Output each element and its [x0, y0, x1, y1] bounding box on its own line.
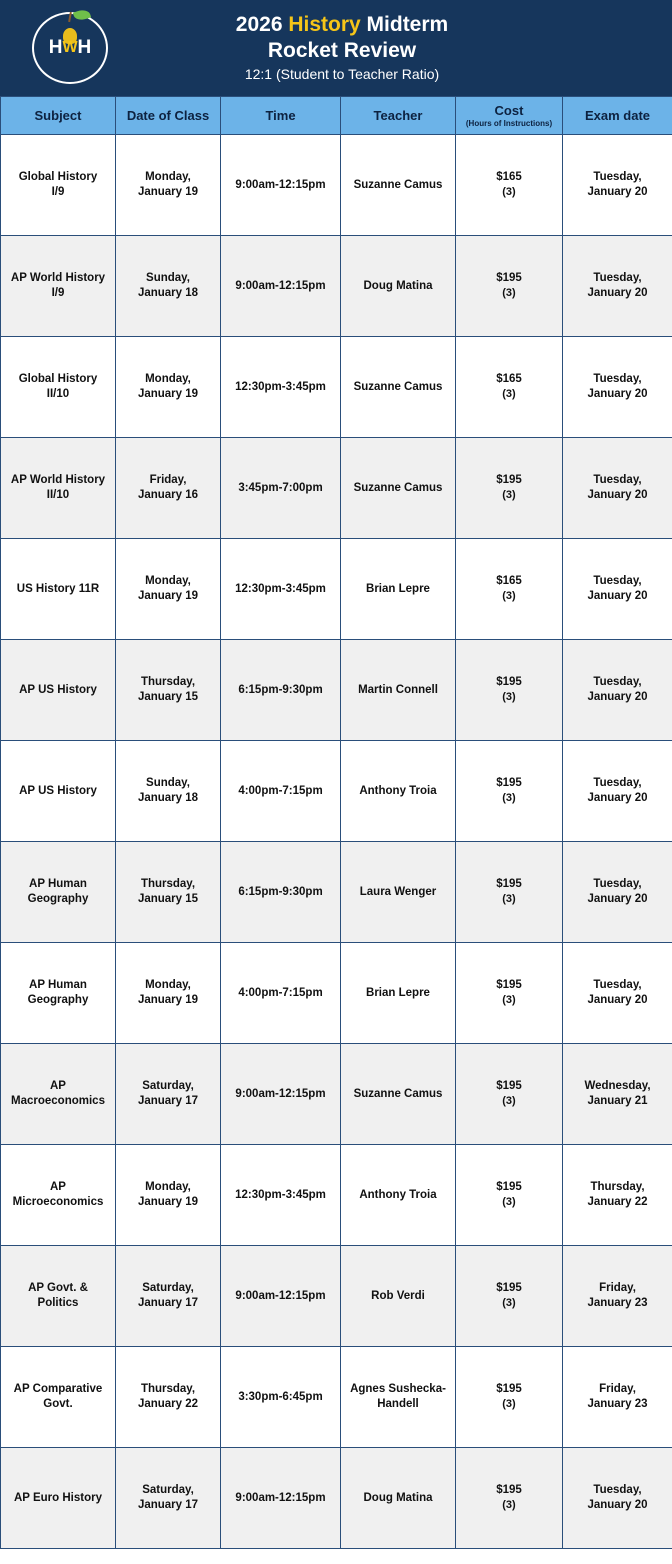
cell-subject: [1, 135, 116, 236]
cell-date-of-class-line1: Monday,: [145, 171, 191, 183]
cell-time-line1: 9:00am-12:15pm: [235, 1491, 326, 1504]
cell-exam-date-line2: January 21: [587, 1095, 648, 1107]
cell-date-of-class-line2: January 15: [137, 691, 199, 703]
column-header-exam-date: [563, 97, 672, 135]
cell-teacher-line1: Suzanne Camus: [353, 380, 443, 393]
table-row: [1, 337, 672, 438]
cell-teacher-line1: Brian Lepre: [366, 986, 430, 999]
cell-time-line1: 3:30pm-6:45pm: [238, 1390, 323, 1403]
cell-time: [221, 438, 341, 539]
cell-exam-date-line1: Tuesday,: [593, 979, 642, 991]
cell-cost: [456, 337, 563, 438]
cell-subject: [1, 1448, 116, 1549]
cell-date-of-class-line1: Thursday,: [140, 1383, 196, 1395]
cell-teacher: [341, 842, 456, 943]
cell-time: [221, 539, 341, 640]
cell-time-line1: 3:45pm-7:00pm: [238, 481, 323, 494]
cell-cost-line1: $195: [496, 272, 522, 284]
cell-teacher-line1: Suzanne Camus: [353, 1087, 443, 1100]
cell-time-line1: 12:30pm-3:45pm: [235, 582, 326, 595]
cell-date-of-class: [116, 943, 221, 1044]
column-label: Teacher: [373, 108, 423, 123]
cell-subject: [1, 640, 116, 741]
cell-subject-line2: II/10: [46, 388, 70, 400]
cell-cost-line2: (3): [502, 1095, 516, 1107]
cell-teacher-line1: Martin Connell: [358, 683, 438, 696]
cell-teacher: [341, 1347, 456, 1448]
table-row: [1, 135, 672, 236]
cell-date-of-class: [116, 640, 221, 741]
cell-exam-date: [563, 1145, 672, 1246]
cell-teacher: [341, 741, 456, 842]
cell-time-line1: 9:00am-12:15pm: [235, 178, 326, 191]
cell-date-of-class-line2: January 22: [137, 1398, 199, 1410]
cell-exam-date-line1: Tuesday,: [593, 171, 642, 183]
cell-subject-line2: Microeconomics: [12, 1196, 104, 1208]
cell-cost-line2: (3): [502, 893, 516, 905]
cell-date-of-class-line1: Saturday,: [142, 1080, 194, 1092]
cell-subject-line1: AP: [50, 1080, 66, 1092]
cell-exam-date: [563, 135, 672, 236]
table-row: [1, 640, 672, 741]
cell-date-of-class-line2: January 18: [137, 287, 199, 299]
column-label: Date of Class: [126, 108, 210, 123]
cell-time: [221, 842, 341, 943]
cell-exam-date: [563, 640, 672, 741]
cell-exam-date-line1: Wednesday,: [584, 1080, 651, 1092]
cell-teacher-line1: Brian Lepre: [366, 582, 430, 595]
cell-subject-line1: AP Euro History: [14, 1491, 102, 1504]
cell-time: [221, 236, 341, 337]
cell-date-of-class: [116, 337, 221, 438]
cell-date-of-class: [116, 135, 221, 236]
cell-cost-line2: (3): [502, 1499, 516, 1511]
cell-time: [221, 1145, 341, 1246]
cell-subject-line2: Govt.: [43, 1398, 73, 1410]
cell-date-of-class-line2: January 17: [137, 1297, 199, 1309]
cell-teacher: [341, 337, 456, 438]
cell-exam-date-line2: January 20: [587, 792, 648, 804]
cell-exam-date-line2: January 20: [587, 186, 648, 198]
column-header-time: [221, 97, 341, 135]
cell-subject: [1, 438, 116, 539]
column-header-subject: [1, 97, 116, 135]
cell-subject-line1: AP Govt. &: [28, 1282, 88, 1294]
column-sublabel: (Hours of Instructions): [465, 119, 553, 128]
cell-time-line1: 6:15pm-9:30pm: [238, 885, 323, 898]
cell-subject-line2: Politics: [37, 1297, 79, 1309]
cell-subject-line1: AP World History: [10, 272, 106, 284]
cell-exam-date-line2: January 20: [587, 388, 648, 400]
cell-teacher-line1: Doug Matina: [363, 1491, 433, 1504]
table-row: [1, 943, 672, 1044]
title-line-1: [108, 12, 576, 38]
cell-teacher-line1: Suzanne Camus: [353, 178, 443, 191]
cell-cost-line1: $195: [496, 979, 522, 991]
title-subject: History: [288, 13, 361, 36]
cell-exam-date-line1: Tuesday,: [593, 575, 642, 587]
cell-date-of-class-line1: Monday,: [145, 1181, 191, 1193]
cell-date-of-class-line2: January 19: [137, 388, 199, 400]
cell-cost-line2: (3): [502, 186, 516, 198]
cell-time: [221, 1246, 341, 1347]
cell-cost-line2: (3): [502, 792, 516, 804]
cell-date-of-class-line2: January 19: [137, 1196, 199, 1208]
cell-cost-line2: (3): [502, 1196, 516, 1208]
cell-time-line1: 4:00pm-7:15pm: [238, 986, 323, 999]
cell-time-line1: 12:30pm-3:45pm: [235, 1188, 326, 1201]
cell-subject-line1: Global History: [18, 373, 98, 385]
table-row: [1, 438, 672, 539]
cell-date-of-class-line1: Thursday,: [140, 676, 196, 688]
cell-exam-date-line2: January 20: [587, 287, 648, 299]
cell-time: [221, 337, 341, 438]
cell-cost: [456, 135, 563, 236]
cell-date-of-class-line2: January 19: [137, 590, 199, 602]
cell-subject-line1: AP: [50, 1181, 66, 1193]
cell-cost-line1: $195: [496, 1080, 522, 1092]
cell-cost-line2: (3): [502, 287, 516, 299]
cell-teacher-line2: Handell: [377, 1398, 419, 1410]
cell-date-of-class-line2: January 16: [137, 489, 199, 501]
cell-subject: [1, 842, 116, 943]
cell-teacher-line1: Doug Matina: [363, 279, 433, 292]
logo-letter-right: H: [77, 37, 92, 58]
table-row: [1, 539, 672, 640]
cell-cost-line1: $195: [496, 777, 522, 789]
logo-letter-left: H: [48, 37, 63, 58]
cell-date-of-class-line1: Monday,: [145, 979, 191, 991]
cell-subject-line2: Geography: [27, 893, 89, 905]
cell-date-of-class-line2: January 17: [137, 1095, 199, 1107]
cell-subject: [1, 1347, 116, 1448]
column-label: Cost: [494, 103, 524, 118]
cell-subject: [1, 539, 116, 640]
cell-time: [221, 135, 341, 236]
logo-text: [32, 10, 108, 86]
cell-date-of-class: [116, 539, 221, 640]
cell-subject: [1, 1246, 116, 1347]
cell-cost-line2: (3): [502, 1297, 516, 1309]
cell-teacher: [341, 640, 456, 741]
cell-date-of-class-line1: Sunday,: [146, 272, 190, 284]
cell-cost: [456, 1145, 563, 1246]
cell-subject-line1: Global History: [18, 171, 98, 183]
cell-subject-line2: Geography: [27, 994, 89, 1006]
cell-cost-line1: $195: [496, 676, 522, 688]
cell-subject: [1, 943, 116, 1044]
cell-cost: [456, 1246, 563, 1347]
cell-exam-date-line1: Tuesday,: [593, 272, 642, 284]
cell-teacher-line1: Rob Verdi: [371, 1289, 425, 1302]
cell-subject-line1: AP Human: [29, 979, 87, 991]
cell-date-of-class: [116, 1448, 221, 1549]
cell-date-of-class-line1: Saturday,: [142, 1282, 194, 1294]
cell-subject-line2: Macroeconomics: [11, 1095, 105, 1107]
cell-time: [221, 1448, 341, 1549]
cell-time-line1: 9:00am-12:15pm: [235, 1087, 326, 1100]
cell-date-of-class-line1: Friday,: [149, 474, 187, 486]
cell-exam-date: [563, 236, 672, 337]
cell-subject-line1: US History 11R: [16, 582, 100, 595]
hwh-apple-logo-icon: [32, 10, 108, 86]
cell-exam-date-line2: January 23: [587, 1398, 648, 1410]
cell-time-line1: 12:30pm-3:45pm: [235, 380, 326, 393]
cell-cost-line1: $195: [496, 1383, 522, 1395]
page-title: [108, 12, 662, 84]
cell-cost: [456, 539, 563, 640]
cell-teacher: [341, 1044, 456, 1145]
cell-teacher-line1: Suzanne Camus: [353, 481, 443, 494]
cell-cost-line1: $195: [496, 1181, 522, 1193]
cell-teacher: [341, 943, 456, 1044]
cell-subject-line2: I/9: [51, 186, 65, 198]
cell-time: [221, 943, 341, 1044]
title-line-3: 12:1 (Student to Teacher Ratio): [244, 66, 440, 82]
cell-time-line1: 6:15pm-9:30pm: [238, 683, 323, 696]
table-row: [1, 1448, 672, 1549]
column-header-date-of-class: [116, 97, 221, 135]
cell-exam-date-line2: January 20: [587, 994, 648, 1006]
cell-exam-date-line2: January 20: [587, 590, 648, 602]
cell-date-of-class: [116, 842, 221, 943]
cell-exam-date: [563, 943, 672, 1044]
cell-teacher-line1: Agnes Sushecka-: [350, 1383, 446, 1395]
cell-time-line1: 4:00pm-7:15pm: [238, 784, 323, 797]
cell-date-of-class: [116, 741, 221, 842]
cell-exam-date-line1: Tuesday,: [593, 373, 642, 385]
table-row: [1, 236, 672, 337]
column-header-teacher: [341, 97, 456, 135]
cell-cost-line2: (3): [502, 489, 516, 501]
cell-exam-date: [563, 1246, 672, 1347]
schedule-table: [0, 96, 672, 1549]
cell-subject-line1: AP World History: [10, 474, 106, 486]
cell-exam-date-line1: Tuesday,: [593, 474, 642, 486]
cell-cost-line2: (3): [502, 1398, 516, 1410]
title-midterm: Midterm: [360, 13, 449, 36]
cell-subject: [1, 236, 116, 337]
cell-date-of-class: [116, 1145, 221, 1246]
cell-exam-date-line1: Tuesday,: [593, 878, 642, 890]
cell-exam-date: [563, 1044, 672, 1145]
logo-letter-mid: W: [62, 39, 78, 56]
cell-exam-date-line2: January 20: [587, 893, 648, 905]
cell-date-of-class-line2: January 18: [137, 792, 199, 804]
cell-exam-date-line2: January 23: [587, 1297, 648, 1309]
cell-cost-line1: $195: [496, 474, 522, 486]
cell-teacher: [341, 135, 456, 236]
cell-teacher: [341, 438, 456, 539]
table-row: [1, 741, 672, 842]
cell-teacher: [341, 1145, 456, 1246]
cell-subject: [1, 741, 116, 842]
cell-date-of-class-line2: January 19: [137, 186, 199, 198]
cell-cost: [456, 438, 563, 539]
table-row: [1, 842, 672, 943]
table-row: [1, 1347, 672, 1448]
cell-subject-line2: I/9: [51, 287, 65, 299]
cell-cost-line2: (3): [502, 388, 516, 400]
cell-date-of-class-line1: Monday,: [145, 575, 191, 587]
cell-subject-line1: AP Human: [29, 878, 87, 890]
column-header-cost: [456, 97, 563, 135]
cell-cost: [456, 741, 563, 842]
title-year: 2026: [235, 13, 289, 36]
cell-time: [221, 741, 341, 842]
cell-subject: [1, 1044, 116, 1145]
table-header-row: [1, 97, 672, 135]
cell-exam-date: [563, 741, 672, 842]
cell-teacher-line1: Anthony Troia: [359, 1188, 437, 1201]
cell-date-of-class-line2: January 15: [137, 893, 199, 905]
cell-cost: [456, 1044, 563, 1145]
page-header: [0, 0, 672, 96]
cell-exam-date: [563, 842, 672, 943]
cell-exam-date-line1: Friday,: [599, 1383, 636, 1395]
column-label: Exam date: [584, 108, 651, 123]
cell-date-of-class: [116, 236, 221, 337]
cell-exam-date-line2: January 20: [587, 691, 648, 703]
cell-exam-date-line2: January 20: [587, 1499, 648, 1511]
cell-cost-line1: $165: [496, 373, 522, 385]
cell-exam-date-line2: January 22: [587, 1196, 648, 1208]
cell-date-of-class-line1: Monday,: [145, 373, 191, 385]
cell-cost-line1: $195: [496, 1484, 522, 1496]
cell-exam-date-line1: Tuesday,: [593, 777, 642, 789]
cell-teacher-line1: Laura Wenger: [359, 885, 437, 898]
cell-date-of-class: [116, 1347, 221, 1448]
cell-exam-date: [563, 1347, 672, 1448]
cell-time: [221, 1347, 341, 1448]
cell-time: [221, 640, 341, 741]
table-row: [1, 1145, 672, 1246]
cell-time-line1: 9:00am-12:15pm: [235, 279, 326, 292]
cell-exam-date: [563, 337, 672, 438]
cell-subject: [1, 337, 116, 438]
cell-subject-line1: AP US History: [19, 683, 97, 696]
cell-exam-date: [563, 1448, 672, 1549]
cell-exam-date-line1: Friday,: [599, 1282, 636, 1294]
cell-cost-line1: $195: [496, 1282, 522, 1294]
cell-teacher: [341, 236, 456, 337]
cell-exam-date-line2: January 20: [587, 489, 648, 501]
cell-cost: [456, 943, 563, 1044]
cell-date-of-class: [116, 438, 221, 539]
cell-date-of-class-line1: Thursday,: [140, 878, 196, 890]
cell-cost: [456, 640, 563, 741]
cell-date-of-class-line1: Saturday,: [142, 1484, 194, 1496]
title-line-2: Rocket Review: [267, 39, 417, 62]
cell-cost-line1: $165: [496, 171, 522, 183]
cell-exam-date-line1: Tuesday,: [593, 1484, 642, 1496]
cell-teacher: [341, 1246, 456, 1347]
table-row: [1, 1246, 672, 1347]
cell-date-of-class: [116, 1246, 221, 1347]
cell-cost-line2: (3): [502, 590, 516, 602]
cell-subject: [1, 1145, 116, 1246]
cell-teacher-line1: Anthony Troia: [359, 784, 437, 797]
cell-subject-line1: AP Comparative: [13, 1383, 103, 1395]
column-label: Time: [265, 108, 296, 123]
column-label: Subject: [34, 108, 82, 123]
cell-exam-date-line1: Thursday,: [590, 1181, 645, 1193]
cell-cost-line2: (3): [502, 994, 516, 1006]
cell-teacher: [341, 539, 456, 640]
cell-date-of-class-line2: January 17: [137, 1499, 199, 1511]
cell-cost: [456, 236, 563, 337]
cell-cost-line1: $195: [496, 878, 522, 890]
table-body: [1, 135, 672, 1549]
cell-date-of-class-line1: Sunday,: [146, 777, 190, 789]
cell-time: [221, 1044, 341, 1145]
cell-teacher: [341, 1448, 456, 1549]
cell-exam-date: [563, 438, 672, 539]
cell-cost: [456, 1347, 563, 1448]
table-row: [1, 1044, 672, 1145]
cell-subject-line1: AP US History: [19, 784, 97, 797]
cell-cost: [456, 1448, 563, 1549]
cell-date-of-class: [116, 1044, 221, 1145]
cell-cost-line2: (3): [502, 691, 516, 703]
cell-cost-line1: $165: [496, 575, 522, 587]
cell-exam-date: [563, 539, 672, 640]
cell-date-of-class-line2: January 19: [137, 994, 199, 1006]
cell-exam-date-line1: Tuesday,: [593, 676, 642, 688]
cell-cost: [456, 842, 563, 943]
cell-subject-line2: II/10: [46, 489, 70, 501]
cell-time-line1: 9:00am-12:15pm: [235, 1289, 326, 1302]
